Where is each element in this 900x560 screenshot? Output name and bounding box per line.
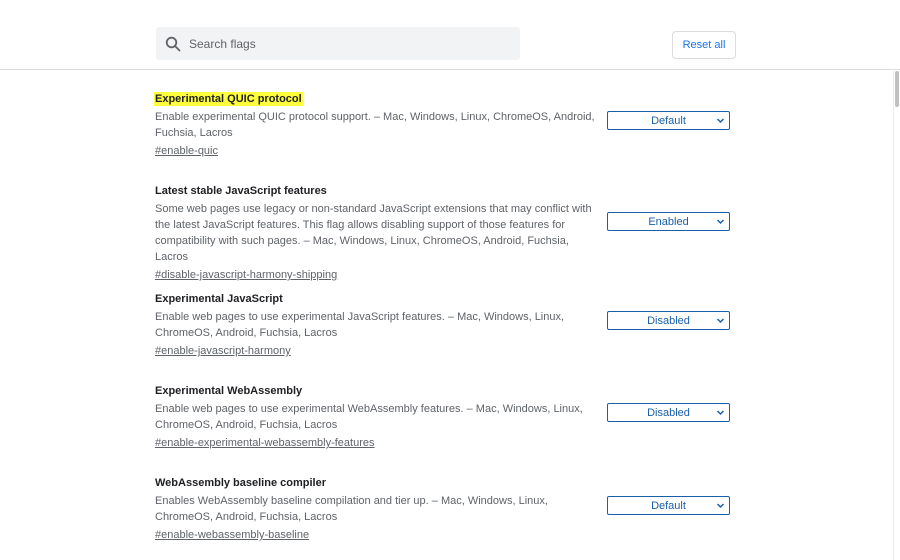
flag-link[interactable]: #enable-javascript-harmony: [155, 345, 291, 357]
flags-header: [0, 0, 900, 70]
chevron-down-icon: [716, 501, 725, 510]
flag-title: WebAssembly baseline compiler: [155, 477, 326, 489]
flag-select-value: Disabled: [647, 314, 690, 327]
flag-item: [155, 381, 735, 451]
reset-all-button[interactable]: Reset all: [672, 31, 736, 59]
flag-link[interactable]: #disable-javascript-harmony-shipping: [155, 269, 338, 281]
flag-select[interactable]: [607, 212, 730, 231]
flag-link[interactable]: #enable-webassembly-baseline: [155, 529, 310, 541]
flag-title: Experimental QUIC protocol: [155, 93, 302, 105]
chevron-down-icon: [716, 116, 725, 125]
flag-description: Enables WebAssembly baseline compilation and tier up. – Mac, Windows, Linux, ChromeOS, Android, Fuchsia, Lacros: [155, 495, 548, 523]
search-icon: [165, 36, 181, 52]
flag-title: Experimental JavaScript: [155, 293, 283, 305]
chevron-down-icon: [716, 316, 725, 325]
flag-item: [155, 473, 735, 543]
flag-select-value: Default: [651, 114, 686, 127]
chevron-down-icon: [716, 408, 725, 417]
flag-description: Enable experimental QUIC protocol support. – Mac, Windows, Linux, ChromeOS, Android, Fuchsia, Lacros: [155, 111, 595, 139]
flag-select[interactable]: [607, 311, 730, 330]
flag-select[interactable]: [607, 111, 730, 130]
flag-title: Latest stable JavaScript features: [155, 185, 327, 197]
flag-select[interactable]: [607, 403, 730, 422]
scrollbar[interactable]: [893, 69, 900, 560]
flag-description: Enable web pages to use experimental WebAssembly features. – Mac, Windows, Linux, ChromeOS, Android, Fuchsia, Lacros: [155, 403, 583, 431]
flag-select-value: Default: [651, 499, 686, 512]
flag-description: Some web pages use legacy or non-standard JavaScript extensions that may conflict with the latest JavaScript features. This flag allows disabling support of those features for compatibility with such pages. – Mac, Windows, Linux, ChromeOS, Android, Fuchsia, Lacros: [155, 203, 592, 263]
chevron-down-icon: [716, 217, 725, 226]
flag-select-value: Disabled: [647, 406, 690, 419]
flag-item: [155, 89, 735, 159]
flag-select-value: Enabled: [648, 215, 689, 228]
search-box[interactable]: [156, 27, 520, 60]
flag-link[interactable]: #enable-quic: [155, 145, 218, 157]
flag-title: Experimental WebAssembly: [155, 385, 303, 397]
flag-description: Enable web pages to use experimental JavaScript features. – Mac, Windows, Linux, ChromeOS, Android, Fuchsia, Lacros: [155, 311, 565, 339]
flag-select[interactable]: [607, 496, 730, 515]
search-input[interactable]: [187, 36, 491, 52]
scrollbar-thumb[interactable]: [895, 71, 899, 107]
flag-link[interactable]: #enable-experimental-webassembly-features: [155, 437, 375, 449]
flag-item: [155, 289, 735, 359]
flag-item: [155, 181, 735, 283]
